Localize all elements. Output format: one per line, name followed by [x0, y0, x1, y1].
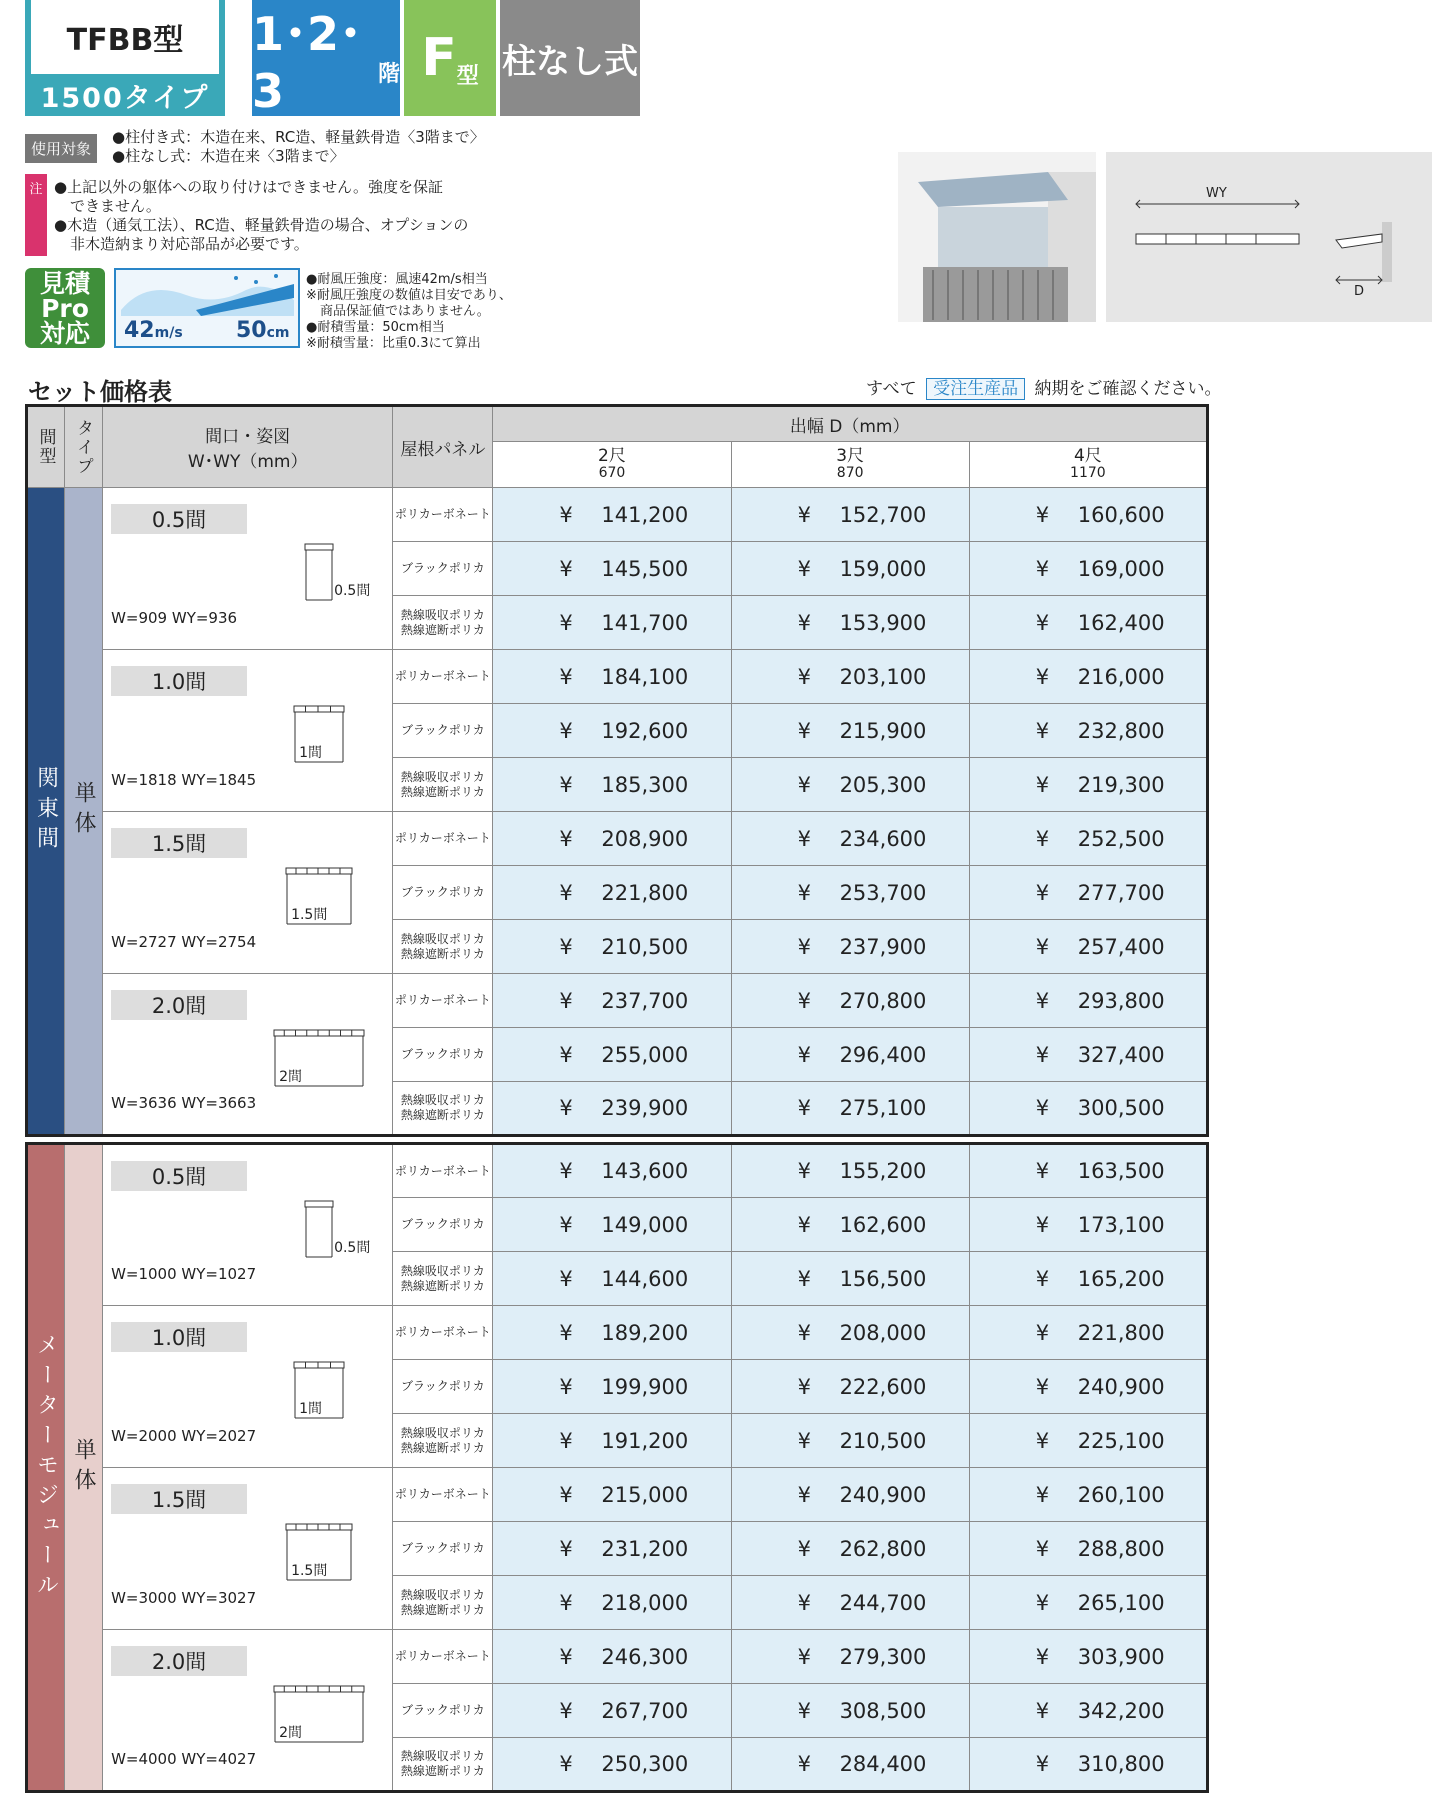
- price-cell: ¥ 225,100: [969, 1414, 1207, 1468]
- note-tag: 注: [25, 174, 47, 256]
- pro-line-1: 見積: [39, 269, 90, 298]
- price-cell: ¥ 244,700: [731, 1576, 969, 1630]
- price-cell: ¥ 221,800: [493, 866, 731, 920]
- wind-note-3: 商品保証値ではありません。: [320, 304, 490, 319]
- usage-line-1: ●柱付き式：木造在来、RC造、軽量鉄骨造〈3階まで〉: [112, 128, 485, 146]
- price-cell: ¥ 237,700: [493, 974, 731, 1028]
- size-label: 1.5間: [111, 1484, 247, 1514]
- size-cell: [103, 974, 393, 1136]
- wind-note-5: ※耐積雪量：比重0.3にて算出: [306, 336, 481, 351]
- f-type-badge: [404, 0, 496, 116]
- size-dims: W=3000 WY=3027: [111, 1589, 257, 1607]
- panel-cell: 熱線吸収ポリカ 熱線遮断ポリカ: [393, 596, 493, 650]
- size-label: 2.0間: [111, 1646, 247, 1676]
- size-dims: W=3636 WY=3663: [111, 1094, 257, 1112]
- panel-cell: ブラックポリカ: [393, 542, 493, 596]
- note-line-1: ●上記以外の躯体への取り付けはできません。強度を保証: [54, 178, 443, 196]
- price-cell: ¥ 152,700: [731, 488, 969, 542]
- price-cell: ¥ 267,700: [493, 1684, 731, 1738]
- panel-cell: 熱線吸収ポリカ 熱線遮断ポリカ: [393, 758, 493, 812]
- header-size: 間口・姿図 W･WY（mm）: [103, 406, 393, 488]
- price-cell: ¥ 208,000: [731, 1306, 969, 1360]
- price-cell: ¥ 222,600: [731, 1360, 969, 1414]
- price-cell: ¥ 284,400: [731, 1738, 969, 1792]
- note-text: [54, 178, 468, 254]
- floors-suffix: 階: [377, 62, 400, 87]
- price-cell: ¥ 145,500: [493, 542, 731, 596]
- note-line-4: 非木造納まり対応部品が必要です。: [70, 235, 309, 253]
- region-gap: [27, 1136, 1208, 1144]
- table-row: [27, 812, 1208, 866]
- size-cell: [103, 650, 393, 812]
- table-row: [27, 1306, 1208, 1360]
- price-cell: ¥ 275,100: [731, 1082, 969, 1136]
- made-to-order-badge: 受注生産品: [926, 378, 1025, 400]
- price-cell: ¥ 308,500: [731, 1684, 969, 1738]
- price-cell: ¥ 162,600: [731, 1198, 969, 1252]
- size-cell: [103, 1144, 393, 1306]
- price-cell: ¥ 303,900: [969, 1630, 1207, 1684]
- f-type-text: F: [421, 28, 457, 88]
- wind-snow-graphic: [114, 268, 300, 348]
- wind-note-1: ●耐風圧強度：風速42m/s相当: [306, 272, 488, 287]
- panel-cell: 熱線吸収ポリカ 熱線遮断ポリカ: [393, 1576, 493, 1630]
- price-cell: ¥ 191,200: [493, 1414, 731, 1468]
- price-cell: ¥ 143,600: [493, 1144, 731, 1198]
- elevation-label: 1.5間: [291, 1563, 328, 1579]
- price-cell: ¥ 231,200: [493, 1522, 731, 1576]
- price-cell: ¥ 156,500: [731, 1252, 969, 1306]
- panel-cell: ポリカーボネート: [393, 650, 493, 704]
- size-cell: [103, 1630, 393, 1792]
- snow-depth: 50cm: [236, 318, 290, 343]
- panel-cell: ポリカーボネート: [393, 812, 493, 866]
- panel-cell: 熱線吸収ポリカ 熱線遮断ポリカ: [393, 1414, 493, 1468]
- pro-line-3: 対応: [39, 319, 90, 348]
- table-row: [27, 1468, 1208, 1522]
- elevation-label: 0.5間: [334, 1240, 371, 1256]
- wy-label: WY: [1206, 186, 1227, 201]
- notice-pre: すべて: [866, 379, 917, 399]
- type-cell: 単体: [65, 1144, 103, 1792]
- depth-header-1: 2尺 670: [493, 442, 731, 488]
- price-cell: ¥ 160,600: [969, 488, 1207, 542]
- depth-header-2: 3尺 870: [731, 442, 969, 488]
- pro-line-2: Pro: [41, 294, 89, 323]
- table-row: [27, 1144, 1208, 1198]
- header-panel: 屋根パネル: [393, 406, 493, 488]
- usage-text: [112, 128, 485, 166]
- price-cell: ¥ 232,800: [969, 704, 1207, 758]
- price-cell: ¥ 141,200: [493, 488, 731, 542]
- notice-post: 納期をご確認ください。: [1034, 379, 1222, 399]
- size-label: 2.0間: [111, 990, 247, 1020]
- price-cell: ¥ 153,900: [731, 596, 969, 650]
- price-cell: ¥ 240,900: [969, 1360, 1207, 1414]
- model-badge: [25, 0, 225, 116]
- price-cell: ¥ 169,000: [969, 542, 1207, 596]
- snow-wind-icon: [116, 270, 298, 316]
- price-cell: ¥ 300,500: [969, 1082, 1207, 1136]
- price-table: [25, 404, 1209, 1793]
- header-ma: 間型: [27, 406, 65, 488]
- panel-cell: ポリカーボネート: [393, 1468, 493, 1522]
- type-cell: 単体: [65, 488, 103, 1136]
- price-cell: ¥ 210,500: [731, 1414, 969, 1468]
- size-label: 1.5間: [111, 828, 247, 858]
- elevation-label: 1間: [299, 1401, 322, 1417]
- price-cell: ¥ 144,600: [493, 1252, 731, 1306]
- price-cell: ¥ 221,800: [969, 1306, 1207, 1360]
- price-cell: ¥ 216,000: [969, 650, 1207, 704]
- panel-cell: ブラックポリカ: [393, 866, 493, 920]
- price-cell: ¥ 257,400: [969, 920, 1207, 974]
- panel-cell: ポリカーボネート: [393, 1306, 493, 1360]
- note-line-3: ●木造（通気工法）、RC造、軽量鉄骨造の場合、オプションの: [54, 216, 469, 234]
- price-cell: ¥ 253,700: [731, 866, 969, 920]
- price-cell: ¥ 262,800: [731, 1522, 969, 1576]
- price-cell: ¥ 163,500: [969, 1144, 1207, 1198]
- price-cell: ¥ 250,300: [493, 1738, 731, 1792]
- wind-speed: 42m/s: [124, 318, 183, 343]
- size-dims: W=1818 WY=1845: [111, 771, 257, 789]
- price-cell: ¥ 234,600: [731, 812, 969, 866]
- panel-cell: ブラックポリカ: [393, 1360, 493, 1414]
- price-cell: ¥ 215,000: [493, 1468, 731, 1522]
- panel-cell: ポリカーボネート: [393, 974, 493, 1028]
- price-cell: ¥ 240,900: [731, 1468, 969, 1522]
- elevation-label: 1.5間: [291, 907, 328, 923]
- price-cell: ¥ 184,100: [493, 650, 731, 704]
- panel-cell: 熱線吸収ポリカ 熱線遮断ポリカ: [393, 1738, 493, 1792]
- panel-cell: ブラックポリカ: [393, 1522, 493, 1576]
- panel-cell: ブラックポリカ: [393, 1684, 493, 1738]
- price-cell: ¥ 159,000: [731, 542, 969, 596]
- price-cell: ¥ 252,500: [969, 812, 1207, 866]
- panel-cell: ブラックポリカ: [393, 1198, 493, 1252]
- panel-cell: ポリカーボネート: [393, 488, 493, 542]
- panel-cell: ブラックポリカ: [393, 1028, 493, 1082]
- price-cell: ¥ 279,300: [731, 1630, 969, 1684]
- price-cell: ¥ 210,500: [493, 920, 731, 974]
- table-row: [27, 488, 1208, 542]
- usage-line-2: ●柱なし式：木造在来〈3階まで〉: [112, 147, 345, 165]
- price-cell: ¥ 165,200: [969, 1252, 1207, 1306]
- size-dims: W=2000 WY=2027: [111, 1427, 257, 1445]
- size-cell: [103, 1468, 393, 1630]
- d-label: D: [1354, 284, 1365, 299]
- price-cell: ¥ 185,300: [493, 758, 731, 812]
- price-cell: ¥ 277,700: [969, 866, 1207, 920]
- size-dims: W=4000 WY=4027: [111, 1750, 257, 1768]
- elevation-sketch: [304, 1199, 338, 1263]
- size-label: 0.5間: [111, 504, 247, 534]
- model-name: TFBB型: [31, 0, 219, 74]
- dimension-diagram: [1106, 152, 1432, 322]
- price-cell: ¥ 141,700: [493, 596, 731, 650]
- size-dims: W=909 WY=936: [111, 609, 238, 627]
- price-cell: ¥ 270,800: [731, 974, 969, 1028]
- price-cell: ¥ 327,400: [969, 1028, 1207, 1082]
- size-cell: [103, 488, 393, 650]
- price-cell: ¥ 288,800: [969, 1522, 1207, 1576]
- price-cell: ¥ 296,400: [731, 1028, 969, 1082]
- table-row: [27, 974, 1208, 1028]
- header-type: タイプ: [65, 406, 103, 488]
- price-cell: ¥ 310,800: [969, 1738, 1207, 1792]
- panel-cell: ポリカーボネート: [393, 1144, 493, 1198]
- panel-cell: 熱線吸収ポリカ 熱線遮断ポリカ: [393, 920, 493, 974]
- size-cell: [103, 1306, 393, 1468]
- wind-note-2: ※耐風圧強度の数値は目安であり、: [306, 288, 512, 303]
- size-dims: W=1000 WY=1027: [111, 1265, 257, 1283]
- header-depth: 出幅 D（mm）: [493, 406, 1208, 442]
- price-cell: ¥ 219,300: [969, 758, 1207, 812]
- price-cell: ¥ 149,000: [493, 1198, 731, 1252]
- panel-cell: ブラックポリカ: [393, 704, 493, 758]
- size-label: 0.5間: [111, 1161, 247, 1191]
- depth-header-3: 4尺 1170: [969, 442, 1207, 488]
- size-cell: [103, 812, 393, 974]
- post-badge: 柱なし式: [500, 0, 640, 116]
- price-cell: ¥ 260,100: [969, 1468, 1207, 1522]
- size-label: 1.0間: [111, 666, 247, 696]
- price-cell: ¥ 215,900: [731, 704, 969, 758]
- note-line-2: できません。: [70, 197, 161, 215]
- elevation-label: 0.5間: [334, 583, 371, 599]
- floor-badge: [252, 0, 400, 116]
- elevation-sketch: [304, 542, 338, 606]
- usage-tag: 使用対象: [25, 134, 97, 163]
- price-cell: ¥ 237,900: [731, 920, 969, 974]
- region-cell: 関東間: [27, 488, 65, 1136]
- price-cell: ¥ 199,900: [493, 1360, 731, 1414]
- price-cell: ¥ 192,600: [493, 704, 731, 758]
- price-cell: ¥ 203,100: [731, 650, 969, 704]
- wind-note-4: ●耐積雪量：50cm相当: [306, 320, 445, 335]
- price-cell: ¥ 208,900: [493, 812, 731, 866]
- floors-text: 1･2･3: [252, 7, 363, 118]
- size-label: 1.0間: [111, 1322, 247, 1352]
- panel-cell: 熱線吸収ポリカ 熱線遮断ポリカ: [393, 1252, 493, 1306]
- price-cell: ¥ 189,200: [493, 1306, 731, 1360]
- table-row: [27, 1630, 1208, 1684]
- price-cell: ¥ 205,300: [731, 758, 969, 812]
- size-dims: W=2727 WY=2754: [111, 933, 257, 951]
- price-cell: ¥ 246,300: [493, 1630, 731, 1684]
- balcony-roof-illustration: [898, 152, 1096, 322]
- price-cell: ¥ 162,400: [969, 596, 1207, 650]
- panel-cell: 熱線吸収ポリカ 熱線遮断ポリカ: [393, 1082, 493, 1136]
- wind-notes: [306, 272, 512, 352]
- f-type-suffix: 型: [456, 64, 479, 89]
- price-cell: ¥ 255,000: [493, 1028, 731, 1082]
- price-cell: ¥ 173,100: [969, 1198, 1207, 1252]
- price-cell: ¥ 239,900: [493, 1082, 731, 1136]
- type-label: 1500タイプ: [40, 82, 210, 114]
- region-cell: メーターモジュール: [27, 1144, 65, 1792]
- panel-cell: ポリカーボネート: [393, 1630, 493, 1684]
- elevation-label: 2間: [279, 1725, 302, 1741]
- product-photo: [898, 152, 1096, 322]
- table-title: セット価格表: [28, 378, 172, 406]
- table-row: [27, 650, 1208, 704]
- price-cell: ¥ 342,200: [969, 1684, 1207, 1738]
- order-notice: [866, 374, 1221, 399]
- elevation-label: 1間: [299, 745, 322, 761]
- price-cell: ¥ 265,100: [969, 1576, 1207, 1630]
- elevation-label: 2間: [279, 1069, 302, 1085]
- price-cell: ¥ 155,200: [731, 1144, 969, 1198]
- price-cell: ¥ 218,000: [493, 1576, 731, 1630]
- price-cell: ¥ 293,800: [969, 974, 1207, 1028]
- wy-d-diagram: [1106, 152, 1432, 322]
- mitsumori-pro-badge: [25, 268, 105, 348]
